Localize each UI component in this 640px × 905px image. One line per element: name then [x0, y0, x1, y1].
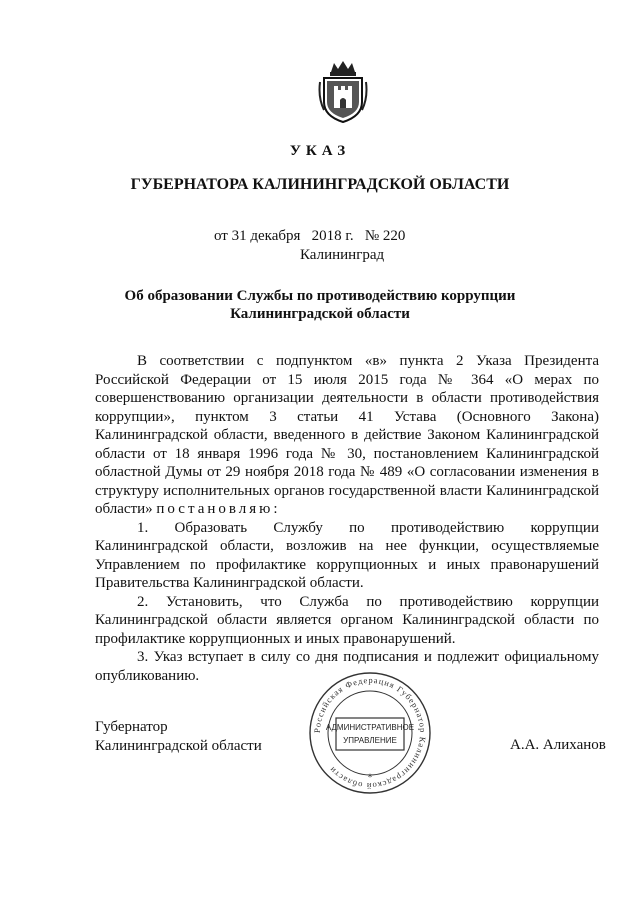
decree-word: постановляю:	[156, 501, 281, 517]
stamp-ring-text: Российская Федерация Губернатор Калининградской области	[311, 674, 429, 792]
item-1: 1. Образовать Службу по противодействию коррупции Калининградской области, возложив на нее функции, осуществляемые Управлением по профилактике коррупционных и иных правонарушений Правительства Калининградской области.	[95, 519, 599, 591]
signer-position	[95, 718, 262, 756]
signer-position-line-2: Калининградской области	[95, 738, 262, 754]
coat-of-arms-icon	[318, 58, 368, 124]
stamp-center-line-1: АДМИНИСТРАТИВНОЕ	[325, 723, 415, 732]
document-heading	[0, 287, 640, 323]
official-seal-icon	[300, 668, 440, 798]
document-title: УКАЗ	[289, 143, 351, 159]
svg-text:*: *	[367, 773, 373, 783]
signer-name: А.А. Алиханов	[510, 737, 606, 753]
heading-line-1: Об образовании Службы по противодействию коррупции	[124, 288, 516, 304]
document-subtitle: ГУБЕРНАТОРА КАЛИНИНГРАДСКОЙ ОБЛАСТИ	[130, 176, 510, 193]
intro-text: В соответствии с подпунктом «в» пункта 2 Указа Президента Российской Федерации от 15 июля 2015 года № 364 «О мерах по совершенствованию организации деятельности в области противодействия коррупции», пунктом 3 статьи 41 Устава (Основного Закона) Калининградской области, введенного в действие Законом Калининградской области от 18 января 1996 года № 30, постановлением Калининградской областной Думы от 29 ноября 2018 года № 489 «О согласовании изменения в структуру исполнительных органов государственной власти Калининградской области»	[95, 353, 599, 517]
item-2: 2. Установить, что Служба по противодействию коррупции Калининградской области является органом Калининградской области по профилактике коррупционных и иных правонарушений.	[95, 593, 599, 647]
stamp-center-line-2: УПРАВЛЕНИЕ	[343, 736, 397, 745]
heading-line-2: Калининградской области	[230, 306, 410, 322]
document-dateline: от 31 декабря 2018 г. № 220	[214, 228, 406, 244]
signer-position-line-1: Губернатор	[95, 719, 168, 735]
document-body	[95, 352, 599, 685]
intro-paragraph	[95, 352, 599, 519]
document-city: Калининград	[300, 247, 385, 263]
item-3: 3. Указ вступает в силу со дня подписания и подлежит официальному опубликованию.	[95, 649, 599, 684]
